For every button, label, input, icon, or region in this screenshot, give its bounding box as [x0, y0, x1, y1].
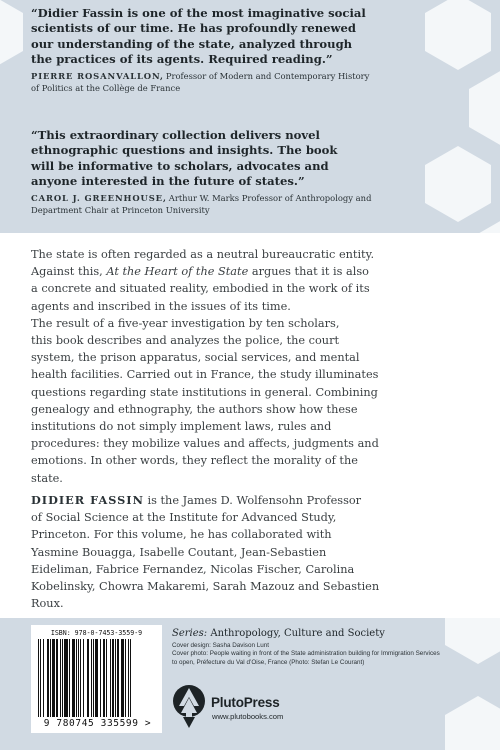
- description-line: procedures: they mobilize values and affects, judgments and: [31, 437, 379, 451]
- barcode-bar: [62, 639, 63, 717]
- cover-credits: [172, 642, 487, 667]
- bio-line: Roux.: [31, 597, 64, 611]
- endorser-role: Department Chair at Princeton University: [31, 205, 210, 215]
- bio-line: Yasmine Bouagga, Isabelle Coutant, Jean-Sebastien: [31, 545, 327, 559]
- barcode-bar: [52, 639, 55, 717]
- barcode-bar: [103, 639, 105, 717]
- barcode-bar: [38, 639, 39, 717]
- quote-line: “Didier Fassin is one of the most imaginative social: [31, 6, 366, 20]
- barcode-bar: [121, 639, 124, 717]
- description-line: questions regarding state institutions in general. Combining: [31, 385, 378, 399]
- bio-line: of Social Science at the Institute for Advanced Study,: [31, 511, 337, 525]
- publisher-url[interactable]: www.plutobooks.com: [212, 712, 284, 721]
- quote-line: ethnographic questions and insights. The book: [31, 143, 338, 158]
- hexagon: [469, 70, 500, 146]
- barcode-bar: [83, 639, 84, 717]
- quote-rosanvallon: [31, 6, 366, 68]
- book-title: At the Heart of the State: [106, 265, 249, 279]
- barcode-bar: [125, 639, 126, 717]
- book-description: [31, 246, 471, 487]
- attribution-greenhouse: [31, 192, 371, 216]
- endorser-role: of Politics at the Collège de France: [31, 83, 181, 93]
- barcode-bar: [60, 639, 61, 717]
- publisher-name: PlutoPress: [211, 695, 280, 710]
- barcode-bar: [50, 639, 51, 717]
- barcode-bar: [43, 639, 44, 717]
- barcode-bar: [93, 639, 94, 717]
- quote-line: “This extraordinary collection delivers novel: [31, 128, 320, 142]
- barcode-bar: [128, 639, 129, 717]
- bio-line: Eideliman, Fabrice Fernandez, Nicolas Fischer, Carolina: [31, 562, 355, 576]
- barcode-bar: [72, 639, 75, 717]
- description-line: a concrete and situated reality, embodied in the work of its: [31, 282, 370, 296]
- barcode-bar: [40, 639, 41, 717]
- endorsements-band: [0, 0, 500, 233]
- barcode-bar: [80, 639, 81, 717]
- text-span: is the James D. Wolfensohn Professor: [143, 494, 362, 507]
- quote-line: scientists of our time. He has profoundly renewed: [31, 21, 356, 36]
- bio-line: Kobelinsky, Chowra Makaremi, Sarah Mazouz and Sebastien: [31, 580, 380, 594]
- barcode-bar: [117, 639, 119, 717]
- author-name: DIDIER FASSIN: [31, 493, 144, 507]
- description-line: The state is often regarded as a neutral bureaucratic entity.: [31, 248, 375, 261]
- description-line: [31, 263, 471, 280]
- endorser-name: PIERRE ROSANVALLON,: [31, 71, 164, 81]
- description-line: this book describes and analyzes the police, the court: [31, 334, 340, 348]
- barcode-bar: [76, 639, 77, 717]
- hexagon: [425, 0, 491, 70]
- barcode-bar: [87, 639, 89, 717]
- description-line: emotions. In other words, they reflect the morality of the: [31, 454, 358, 468]
- description-line: system, the prison apparatus, social services, and mental: [31, 351, 360, 365]
- description-line: agents and inscribed in the issues of its time.: [31, 299, 291, 313]
- barcode-bar: [47, 639, 49, 717]
- isbn-label: ISBN: 978-0-7453-3559-9: [50, 629, 143, 637]
- credit-line: to open, Préfecture du Val d’Oise, France (Photo: Stefan Le Courant): [172, 658, 365, 666]
- quote-line: our understanding of the state, analyzed through: [31, 36, 353, 51]
- hexagon: [0, 0, 23, 70]
- barcode-bar: [56, 639, 58, 717]
- endorser-role: Professor of Modern and Contemporary History: [165, 71, 370, 81]
- barcode-digits: 9 780745 335599 >: [43, 718, 152, 729]
- barcode-bar: [110, 639, 111, 717]
- hexagon: [469, 220, 500, 233]
- quote-line: the practices of its agents. Required reading.”: [31, 52, 333, 67]
- barcode-bar: [115, 639, 116, 717]
- description-line: genealogy and ethnography, the authors show how these: [31, 402, 358, 416]
- bio-line: [31, 492, 471, 509]
- barcode-bar: [91, 639, 92, 717]
- description-line: The result of a five-year investigation by ten scholars,: [31, 316, 340, 330]
- hexagon-pattern: [445, 618, 500, 750]
- hexagon: [425, 146, 491, 222]
- author-bio: [31, 492, 471, 612]
- attribution-rosanvallon: [31, 70, 369, 94]
- pluto-press-logo-icon: [172, 684, 206, 730]
- credit-line: Cover photo: People waiting in front of the State administration building for Immigration Services: [172, 650, 440, 658]
- barcode-bar: [78, 639, 79, 717]
- barcode-bar: [64, 639, 68, 717]
- description-line: state.: [31, 471, 63, 485]
- barcode-bar: [100, 639, 101, 717]
- quote-line: anyone interested in the future of states.”: [31, 174, 305, 189]
- barcode-bar: [106, 639, 107, 717]
- barcode-bar: [130, 639, 131, 717]
- description-line: institutions do not simply implement laws, rules and: [31, 420, 332, 434]
- barcode: [36, 639, 157, 719]
- barcode-bar: [69, 639, 70, 717]
- hexagon: [445, 696, 500, 750]
- text-span: argues that it is also: [248, 265, 369, 279]
- credit-line: Cover design: Sasha Davison Lunt: [172, 642, 269, 649]
- bio-line: Princeton. For this volume, he has collaborated with: [31, 528, 332, 542]
- endorser-role: Arthur W. Marks Professor of Anthropology and: [168, 193, 372, 203]
- quote-line: will be informative to scholars, advocates and: [31, 158, 329, 173]
- quote-greenhouse: [31, 128, 337, 190]
- barcode-bar: [112, 639, 114, 717]
- description-line: health facilities. Carried out in France, the study illuminates: [31, 368, 379, 382]
- series-name: Anthropology, Culture and Society: [207, 628, 385, 639]
- series-label: Series:: [172, 628, 208, 639]
- endorser-name: CAROL J. GREENHOUSE,: [31, 193, 167, 203]
- barcode-panel: [31, 625, 162, 733]
- barcode-bar: [95, 639, 98, 717]
- text-span: Against this,: [31, 265, 107, 279]
- series-line: [172, 628, 385, 639]
